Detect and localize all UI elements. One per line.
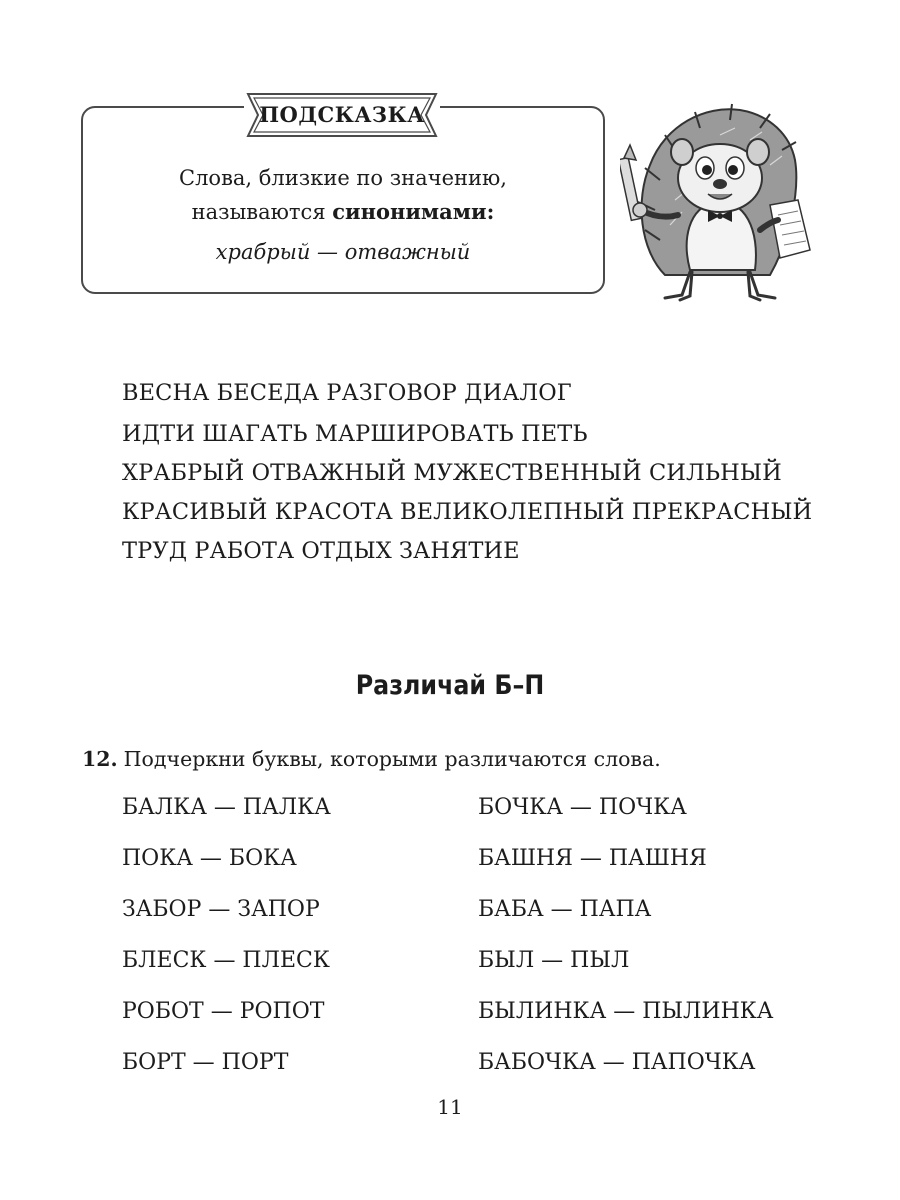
word-pair: БОЧКА — ПОЧКА: [478, 795, 687, 820]
hint-definition-line-2: [81, 199, 605, 224]
word-pair: РОБОТ — РОПОТ: [122, 999, 325, 1024]
hedgehog-with-pencil-icon: [620, 90, 820, 315]
page-number: 11: [437, 1095, 463, 1119]
word-pair: БЫЛИНКА — ПЫЛИНКА: [478, 999, 774, 1024]
hint-definition-line-1: Слова, близкие по значению,: [179, 166, 507, 190]
word-pair: БЛЕСК — ПЛЕСК: [122, 948, 330, 973]
word-pair: БЫЛ — ПЫЛ: [478, 948, 630, 973]
word-pair: БАБОЧКА — ПАПОЧКА: [478, 1050, 756, 1075]
word-row: КРАСИВЫЙ КРАСОТА ВЕЛИКОЛЕПНЫЙ ПРЕКРАСНЫЙ: [122, 499, 813, 525]
hint-term: синонимами:: [332, 199, 495, 224]
task-instruction: [82, 747, 661, 771]
word-pair: ЗАБОР — ЗАПОР: [122, 897, 320, 922]
task-text: Подчеркни буквы, которыми различаются слова.: [123, 747, 661, 771]
hint-title: ПОДСКАЗКА: [259, 102, 425, 127]
hint-title-tab: [244, 90, 440, 140]
word-pair: БОРТ — ПОРТ: [122, 1050, 289, 1075]
hint-example: храбрый — отважный: [215, 240, 471, 264]
word-row: ВЕСНА БЕСЕДА РАЗГОВОР ДИАЛОГ: [122, 380, 572, 406]
word-row: ТРУД РАБОТА ОТДЫХ ЗАНЯТИЕ: [122, 538, 520, 564]
word-pair: БАШНЯ — ПАШНЯ: [478, 846, 707, 871]
hint-line2-prefix: называются: [191, 200, 333, 224]
task-number: 12.: [82, 747, 118, 771]
word-row: ИДТИ ШАГАТЬ МАРШИРОВАТЬ ПЕТЬ: [122, 421, 588, 447]
word-pair: БАЛКА — ПАЛКА: [122, 795, 331, 820]
word-pair: БАБА — ПАПА: [478, 897, 652, 922]
word-pair: ПОКА — БОКА: [122, 846, 297, 871]
section-title: Различай Б–П: [355, 670, 545, 701]
word-row: ХРАБРЫЙ ОТВАЖНЫЙ МУЖЕСТВЕННЫЙ СИЛЬНЫЙ: [122, 460, 782, 486]
